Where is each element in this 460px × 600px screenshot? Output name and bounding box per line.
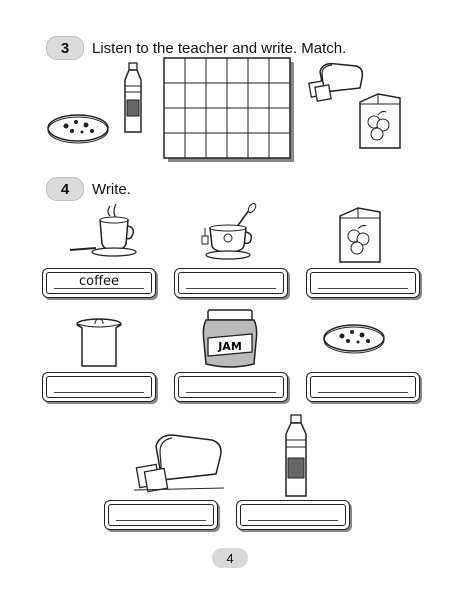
tea-cup-icon: [196, 206, 262, 260]
writing-line[interactable]: [54, 288, 144, 289]
bread-icon: [132, 430, 226, 492]
writing-line[interactable]: [186, 392, 276, 393]
biscuit-icon: [46, 112, 110, 146]
task-3-heading: [46, 36, 346, 60]
writing-line[interactable]: [318, 288, 408, 289]
jam-jar-icon: [198, 308, 262, 370]
answer-plate-coffee: [42, 268, 156, 298]
letter-grid: [164, 58, 296, 164]
task-4-number: 4: [46, 177, 84, 201]
writing-line[interactable]: [248, 520, 338, 521]
answer-plate-yoghurt: [42, 372, 156, 402]
biscuit-icon: [322, 322, 386, 356]
writing-line[interactable]: [186, 288, 276, 289]
juice-carton-icon: [336, 204, 384, 266]
water-bottle-icon: [280, 414, 312, 498]
writing-line[interactable]: [54, 392, 144, 393]
juice-carton-icon: [356, 90, 404, 152]
writing-line[interactable]: [318, 392, 408, 393]
water-bottle-icon: [120, 62, 146, 134]
writing-line[interactable]: [116, 520, 206, 521]
task-3-number: 3: [46, 36, 84, 60]
answer-plate-juice: [306, 268, 420, 298]
jam-label: JAM: [218, 340, 242, 353]
page-number: 4: [212, 548, 248, 568]
answer-coffee: coffee: [78, 274, 120, 289]
task-3-instruction: Listen to the teacher and write. Match.: [92, 39, 347, 57]
answer-plate-biscuit: [306, 372, 420, 402]
coffee-cup-icon: [66, 204, 138, 260]
yoghurt-icon: [74, 316, 124, 368]
answer-plate-bread: [104, 500, 218, 530]
answer-plate-water: [236, 500, 350, 530]
task-4-instruction: Write.: [92, 180, 131, 198]
answer-plate-jam: [174, 372, 288, 402]
answer-plate-tea: [174, 268, 288, 298]
task-4-heading: [46, 177, 131, 201]
